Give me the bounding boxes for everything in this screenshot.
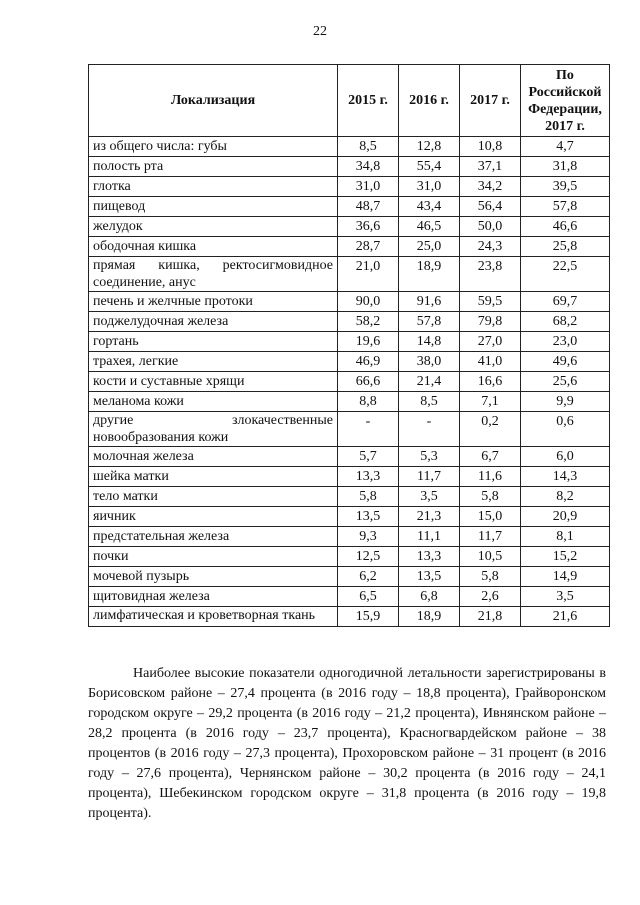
value-2017: 34,2: [460, 177, 521, 197]
row-label: полость рта: [89, 157, 338, 177]
value-2017: 50,0: [460, 217, 521, 237]
value-2016: 11,1: [399, 527, 460, 547]
table-row: [89, 587, 610, 607]
row-label: гортань: [89, 332, 338, 352]
row-label: трахея, легкие: [89, 352, 338, 372]
value-2017: 59,5: [460, 292, 521, 312]
header-2015: 2015 г.: [338, 65, 399, 137]
table-row: [89, 392, 610, 412]
table-row: [89, 507, 610, 527]
value-2015: 48,7: [338, 197, 399, 217]
table-row: [89, 467, 610, 487]
value-2016: 3,5: [399, 487, 460, 507]
table-row: [89, 217, 610, 237]
header-2016: 2016 г.: [399, 65, 460, 137]
value-2015: 46,9: [338, 352, 399, 372]
value-russian-federation: 0,6: [521, 412, 610, 447]
header-2017: 2017 г.: [460, 65, 521, 137]
table-row: [89, 312, 610, 332]
value-2015: 34,8: [338, 157, 399, 177]
row-label: молочная железа: [89, 447, 338, 467]
value-2015: 13,3: [338, 467, 399, 487]
mortality-table: [88, 64, 610, 627]
value-2015: 9,3: [338, 527, 399, 547]
value-2016: 55,4: [399, 157, 460, 177]
table-header-row: [89, 65, 610, 137]
value-2015: 90,0: [338, 292, 399, 312]
table-row: [89, 177, 610, 197]
row-label: меланома кожи: [89, 392, 338, 412]
value-2015: 15,9: [338, 607, 399, 627]
value-2016: 31,0: [399, 177, 460, 197]
value-2016: 12,8: [399, 137, 460, 157]
value-2015: 12,5: [338, 547, 399, 567]
value-2017: 15,0: [460, 507, 521, 527]
value-russian-federation: 25,6: [521, 372, 610, 392]
value-russian-federation: 68,2: [521, 312, 610, 332]
row-label: тело матки: [89, 487, 338, 507]
page-number: 22: [313, 24, 327, 39]
value-2015: 19,6: [338, 332, 399, 352]
value-russian-federation: 46,6: [521, 217, 610, 237]
value-2015: 5,7: [338, 447, 399, 467]
row-label: почки: [89, 547, 338, 567]
row-label: глотка: [89, 177, 338, 197]
value-2017: 21,8: [460, 607, 521, 627]
value-2017: 7,1: [460, 392, 521, 412]
row-label: пищевод: [89, 197, 338, 217]
value-2016: 25,0: [399, 237, 460, 257]
value-2015: 8,8: [338, 392, 399, 412]
value-2016: 18,9: [399, 607, 460, 627]
table-row: [89, 352, 610, 372]
value-2015: 58,2: [338, 312, 399, 332]
value-2017: 37,1: [460, 157, 521, 177]
table-row: [89, 547, 610, 567]
value-2015: 6,2: [338, 567, 399, 587]
value-2016: 38,0: [399, 352, 460, 372]
value-2016: 13,3: [399, 547, 460, 567]
value-russian-federation: 23,0: [521, 332, 610, 352]
table-row: [89, 292, 610, 312]
row-label: кости и суставные хрящи: [89, 372, 338, 392]
row-label: прямая кишка, ректосигмовидное соединение, анус: [89, 257, 338, 292]
value-russian-federation: 49,6: [521, 352, 610, 372]
value-2016: 18,9: [399, 257, 460, 292]
value-2016: 11,7: [399, 467, 460, 487]
header-localization: Локализация: [89, 65, 338, 137]
value-2017: 23,8: [460, 257, 521, 292]
value-2015: 28,7: [338, 237, 399, 257]
table-row: [89, 447, 610, 467]
value-2015: 31,0: [338, 177, 399, 197]
value-2017: 2,6: [460, 587, 521, 607]
value-2016: -: [399, 412, 460, 447]
row-label: яичник: [89, 507, 338, 527]
row-label: другие злокачественные новообразования кожи: [89, 412, 338, 447]
table-row: [89, 137, 610, 157]
value-2017: 10,5: [460, 547, 521, 567]
value-2017: 79,8: [460, 312, 521, 332]
value-russian-federation: 39,5: [521, 177, 610, 197]
value-2016: 57,8: [399, 312, 460, 332]
table-body: [89, 137, 610, 627]
value-2016: 13,5: [399, 567, 460, 587]
value-2017: 11,7: [460, 527, 521, 547]
value-2015: -: [338, 412, 399, 447]
row-label: печень и желчные протоки: [89, 292, 338, 312]
row-label: поджелудочная железа: [89, 312, 338, 332]
table-row: [89, 237, 610, 257]
value-2017: 27,0: [460, 332, 521, 352]
value-2016: 5,3: [399, 447, 460, 467]
value-2017: 41,0: [460, 352, 521, 372]
table-row: [89, 157, 610, 177]
value-russian-federation: 31,8: [521, 157, 610, 177]
value-2015: 13,5: [338, 507, 399, 527]
value-2015: 8,5: [338, 137, 399, 157]
table-row: [89, 332, 610, 352]
value-2016: 91,6: [399, 292, 460, 312]
value-2016: 14,8: [399, 332, 460, 352]
value-2016: 46,5: [399, 217, 460, 237]
table-row: [89, 197, 610, 217]
value-russian-federation: 69,7: [521, 292, 610, 312]
value-russian-federation: 22,5: [521, 257, 610, 292]
row-label: желудок: [89, 217, 338, 237]
value-2017: 10,8: [460, 137, 521, 157]
table-row: [89, 607, 610, 627]
row-label: лимфатическая и кроветворная ткань: [89, 607, 338, 627]
value-2017: 11,6: [460, 467, 521, 487]
value-2017: 5,8: [460, 487, 521, 507]
table-row: [89, 567, 610, 587]
value-2017: 6,7: [460, 447, 521, 467]
value-2017: 5,8: [460, 567, 521, 587]
value-2017: 56,4: [460, 197, 521, 217]
row-label: предстательная железа: [89, 527, 338, 547]
body-paragraph: Наиболее высокие показатели одногодичной летальности зарегистрированы в Борисовском районе – 27,4 процента (в 2016 году – 18,8 процента), Грайворонском городском округе – 29,2 процента (в 2016 году – 21,2 процента), Ивнянском районе – 28,2 процента (в 2016 году – 23,7 процента), Красногвардейском районе – 38 процентов (в 2016 году – 27,3 процента), Прохоровском районе – 31 процент (в 2016 году – 27,6 процента), Чернянском районе – 30,2 процента (в 2016 году – 24,1 процента), Шебекинском городском округе – 31,8 процента (в 2016 году – 19,8 процента).: [88, 666, 606, 821]
value-2017: 16,6: [460, 372, 521, 392]
row-label: из общего числа: губы: [89, 137, 338, 157]
value-2016: 21,3: [399, 507, 460, 527]
value-2016: 6,8: [399, 587, 460, 607]
value-russian-federation: 8,2: [521, 487, 610, 507]
row-label: ободочная кишка: [89, 237, 338, 257]
value-russian-federation: 3,5: [521, 587, 610, 607]
table-row: [89, 372, 610, 392]
value-2016: 43,4: [399, 197, 460, 217]
value-2015: 21,0: [338, 257, 399, 292]
value-russian-federation: 21,6: [521, 607, 610, 627]
table-row: [89, 412, 610, 447]
table-row: [89, 257, 610, 292]
value-russian-federation: 57,8: [521, 197, 610, 217]
value-russian-federation: 9,9: [521, 392, 610, 412]
value-2016: 8,5: [399, 392, 460, 412]
value-2016: 21,4: [399, 372, 460, 392]
value-2015: 6,5: [338, 587, 399, 607]
row-label: щитовидная железа: [89, 587, 338, 607]
value-2017: 24,3: [460, 237, 521, 257]
value-russian-federation: 8,1: [521, 527, 610, 547]
value-russian-federation: 14,3: [521, 467, 610, 487]
table-row: [89, 527, 610, 547]
table-row: [89, 487, 610, 507]
value-2015: 66,6: [338, 372, 399, 392]
value-russian-federation: 14,9: [521, 567, 610, 587]
value-2015: 5,8: [338, 487, 399, 507]
value-russian-federation: 4,7: [521, 137, 610, 157]
value-russian-federation: 25,8: [521, 237, 610, 257]
value-russian-federation: 20,9: [521, 507, 610, 527]
row-label: мочевой пузырь: [89, 567, 338, 587]
header-russian-federation: По Российской Федерации, 2017 г.: [521, 65, 610, 137]
value-russian-federation: 15,2: [521, 547, 610, 567]
value-2017: 0,2: [460, 412, 521, 447]
row-label: шейка матки: [89, 467, 338, 487]
value-russian-federation: 6,0: [521, 447, 610, 467]
value-2015: 36,6: [338, 217, 399, 237]
